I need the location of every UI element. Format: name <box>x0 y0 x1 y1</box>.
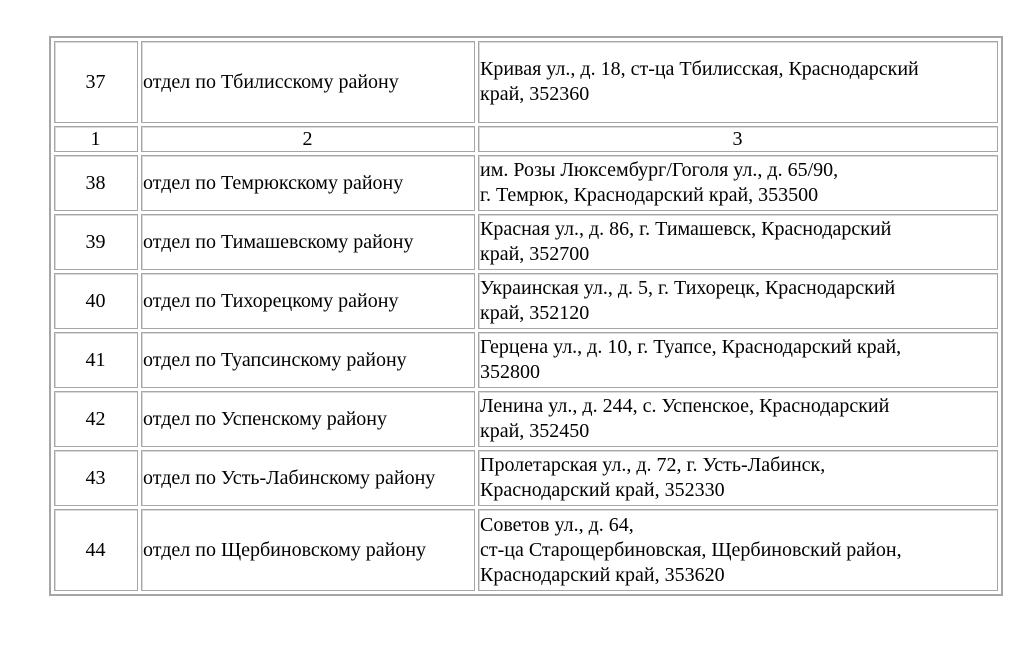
row-number-cell: 42 <box>54 391 138 447</box>
address-cell <box>478 214 998 270</box>
address-line: Пролетарская ул., д. 72, г. Усть-Лабинск, <box>480 454 826 476</box>
row-number-cell: 44 <box>54 509 138 591</box>
address-line: край, 352450 <box>480 420 590 442</box>
departments-table <box>49 36 1003 596</box>
address-line: Красная ул., д. 86, г. Тимашевск, Краснодарский <box>480 218 892 240</box>
address-cell <box>478 391 998 447</box>
department-name-cell: отдел по Тимашевскому району <box>141 214 475 270</box>
address-line: край, 352360 <box>480 83 590 105</box>
address-line: Герцена ул., д. 10, г. Туапсе, Краснодарский край, <box>480 336 902 358</box>
table-row <box>54 391 998 447</box>
column-numbers-row <box>54 126 998 152</box>
address-cell <box>478 273 998 329</box>
table-row <box>54 450 998 506</box>
address-line: ст-ца Старощербиновская, Щербиновский район, <box>480 538 902 561</box>
department-name-cell: отдел по Тихорецкому району <box>141 273 475 329</box>
address-cell <box>478 509 998 591</box>
row-number-cell: 43 <box>54 450 138 506</box>
address-line: Советов ул., д. 64, <box>480 513 634 536</box>
address-line: г. Темрюк, Краснодарский край, 353500 <box>480 184 819 206</box>
table-row <box>54 41 998 123</box>
address-line: 352800 <box>480 361 540 383</box>
address-line: Краснодарский край, 353620 <box>480 563 725 586</box>
row-number-cell: 39 <box>54 214 138 270</box>
address-line: Кривая ул., д. 18, ст-ца Тбилисская, Краснодарский <box>480 58 919 80</box>
document-table-container <box>49 36 999 596</box>
address-cell <box>478 41 998 123</box>
department-name-cell: отдел по Щербиновскому району <box>141 509 475 591</box>
row-number-cell: 38 <box>54 155 138 211</box>
address-line: край, 352700 <box>480 243 590 265</box>
table-row <box>54 509 998 591</box>
column-number-2: 2 <box>141 126 475 152</box>
department-name-cell: отдел по Темрюкскому району <box>141 155 475 211</box>
table-row <box>54 273 998 329</box>
address-cell <box>478 332 998 388</box>
column-number-1: 1 <box>54 126 138 152</box>
address-line: Ленина ул., д. 244, с. Успенское, Краснодарский <box>480 395 890 417</box>
column-number-3: 3 <box>478 126 998 152</box>
address-line: им. Розы Люксембург/Гоголя ул., д. 65/90, <box>480 159 839 181</box>
table-row <box>54 332 998 388</box>
address-line: Украинская ул., д. 5, г. Тихорецк, Краснодарский <box>480 277 896 299</box>
address-cell <box>478 155 998 211</box>
table-row <box>54 214 998 270</box>
department-name-cell: отдел по Туапсинскому району <box>141 332 475 388</box>
address-line: край, 352120 <box>480 302 590 324</box>
row-number-cell: 40 <box>54 273 138 329</box>
department-name-cell: отдел по Тбилисскому району <box>141 41 475 123</box>
address-cell <box>478 450 998 506</box>
department-name-cell: отдел по Успенскому району <box>141 391 475 447</box>
address-line: Краснодарский край, 352330 <box>480 479 725 501</box>
row-number-cell: 37 <box>54 41 138 123</box>
table-row <box>54 155 998 211</box>
department-name-cell: отдел по Усть-Лабинскому району <box>141 450 475 506</box>
row-number-cell: 41 <box>54 332 138 388</box>
